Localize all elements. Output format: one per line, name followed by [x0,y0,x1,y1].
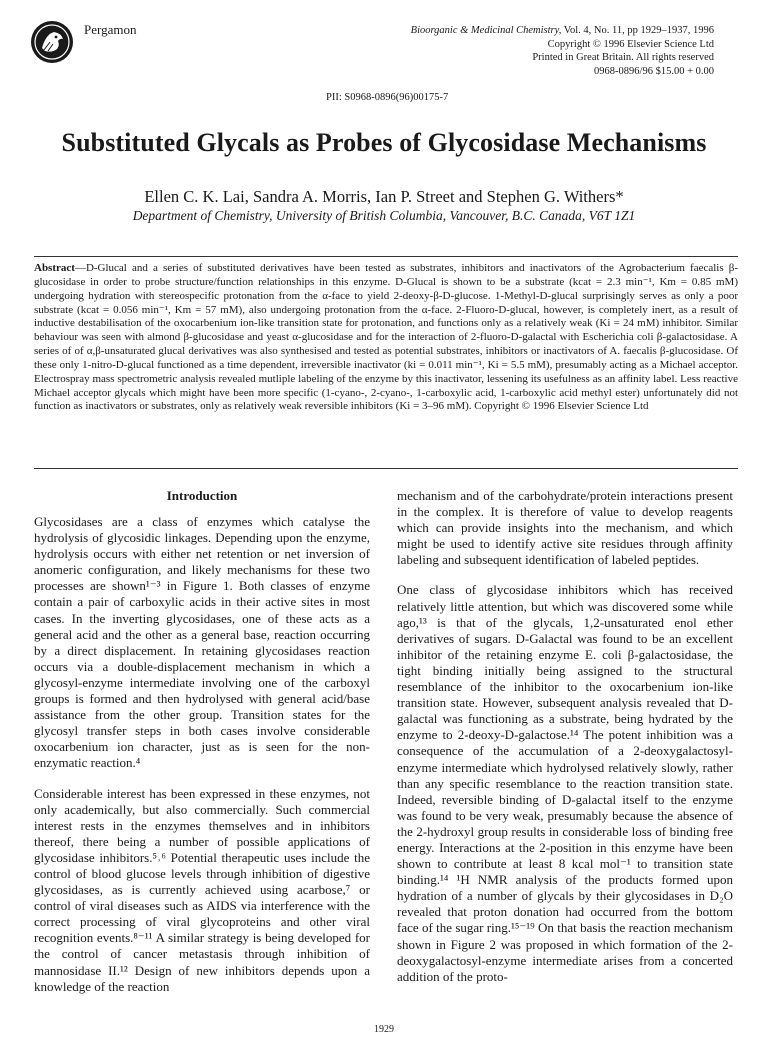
author-list: Ellen C. K. Lai, Sandra A. Morris, Ian P. Street and Stephen G. Withers* [144,187,624,206]
page-number: 1929 [374,1024,394,1035]
abstract-label: Abstract [34,262,75,274]
left-column [34,488,370,1009]
body-paragraph: One class of glycosidase inhibitors which has received relatively little attention, but which was discovered some while ago,¹³ is that of the glycals, 1,2-unsaturated enol ether derivatives of sugars. D-Galactal was found to be an excellent inhibitor of the retaining enzyme E. coli β-galactosidase, the tight binding initially being assigned to the structural resemblance of the inhibitor to the oxocarbenium ion-like transition state. However, subsequent analysis revealed that D-galactal was functioning as a substrate, being hydrated by the enzyme to 2-deoxy-D-galactose.¹⁴ The potent inhibition was a consequence of the accumulation of a 2-deoxygalactosyl-enzyme intermediate which hydrolysed relatively slowly, rather than any specific resemblance to the reaction transition state. Indeed, reversible binding of D-galactal itself to the enzyme was found to be very weak, presumably because the absence of the 2-hydroxyl group results in considerable loss of binding free energy. Interactions at the 2-position in this enzyme have been shown to contribute at least 8 kcal mol⁻¹ to transition state binding.¹⁴ ¹H NMR analysis of the products formed upon hydration of a number of glycals by their glycosidases in D₂O revealed that proton donation had occurred from the bottom face of the sugar ring.¹⁵⁻¹⁹ On that basis the reaction mechanism shown in Figure 2 was proposed in which formation of the 2-deoxygalactosyl-enzyme intermediate arises from a concerted addition of the proto- [397,582,733,984]
journal-citation [334,24,714,38]
body-paragraph: mechanism and of the carbohydrate/protein interactions present in the complex. It is therefore of value to develop reagents which can provide insights into the mechanism, and which might be used to identify active site residues through affinity labeling and subsequent identification of labeled peptides. [397,488,733,568]
price-line: 0968-0896/96 $15.00 + 0.00 [594,65,714,77]
pergamon-logo-icon [30,20,74,64]
pii-code: PII: S0968-0896(96)00175-7 [326,92,449,103]
abstract-block [34,262,738,414]
author-affiliation: Department of Chemistry, University of British Columbia, Vancouver, B.C. Canada, V6T 1Z1 [132,208,636,223]
journal-name: Bioorganic & Medicinal Chemistry, [410,25,562,36]
publisher-name: Pergamon [84,22,137,37]
abstract-top-rule [34,256,738,257]
body-paragraph: Glycosidases are a class of enzymes which catalyse the hydrolysis of glycosidic linkages. Depending upon the enzyme, hydrolysis occurs with either net retention or net inversion of anomeric configuration, and likely mechanisms for these two processes are shown¹⁻³ in Figure 1. Both classes of enzyme contain a pair of carboxylic acids in their active sites in most cases. In the inverting glycosidases, one of these acts as a general acid and the other as a general base, reaction occurring by a direct displacement. In retaining glycosidases reaction occurs via a double-displacement mechanism in which a glycosyl-enzyme intermediate involving one of the carboxyl groups is formed and then hydrolysed with general acid/base assistance from the other group. Transition states for the glycosyl transfer steps in both cases involve considerable oxocarbenium ion character, just as is seen for the non-enzymatic reaction.⁴ [34,514,370,771]
abstract-text: —D-Glucal and a series of substituted derivatives have been tested as substrates, inhibitors and inactivators of the Agrobacterium faecalis β-glucosidase in order to probe structure/function relationships in this enzyme. D-Glucal is shown to be a substrate (kcat = 2.3 min⁻¹, Km = 0.85 mM) undergoing hydration with stereospecific protonation from the α-face to yield 2-deoxy-β-D-glucose. 1-Methyl-D-glucal surprisingly serves as only a poor substrate (kcat = 0.056 min⁻¹, Km = 57 mM), also undergoing protonation from the α-face. 2-Fluoro-D-glucal, however, is completely inert, as a result of inductive destabilisation of the oxocarbenium ion-like transition state for protonation, and functions only as a relatively weak (Ki = 24 mM) inhibitor. Similar behaviour was seen with almond β-glucosidase and yeast α-glucosidase and for the interaction of 2-fluoro-D-galactal with Escherichia coli β-galactosidase. A series of of α,β-unsaturated glucal derivatives was also synthesised and tested as potential substrates, inhibitors or inactivators of A. faecalis β-glucosidase. Of these only 1-nitro-D-glucal functioned as a time dependent, irreversible inactivator (ki = 0.011 min⁻¹, Ki = 5.5 mM), presumably acting as a Michael acceptor. Electrospray mass spectrometric analysis revealed mutliple labeling of the enzyme by this inactivator, lessening its usefulness as an affinity label. Less reactive Michael acceptor glycals which might have been more specific (1-cyano-, 2-cyano-, 1-carboxylic acid, 1-carboxylic acid methyl ester) unfortunately did not function as inactivators or substrates, only as relatively weak reversible inhibitors (Ki = 3–96 mM). Copyright © 1996 Elsevier Science Ltd [34,262,738,413]
journal-issue: Vol. 4, No. 11, pp 1929–1937, 1996 [561,25,714,36]
right-column [397,488,733,999]
article-title: Substituted Glycals as Probes of Glycosidase Mechanisms [61,128,707,157]
journal-info [334,24,714,78]
abstract-paragraph [34,262,738,414]
introduction-heading: Introduction [166,488,238,503]
body-paragraph: Considerable interest has been expressed in these enzymes, not only academically, but also commercially. Such commercial interest rests in the enzymes themselves and in inhibitors thereof, there being a number of possible applications of glycosidase inhibitors.⁵˒⁶ Potential therapeutic uses include the control of blood glucose levels through inhibition of digestive glycosidases, as is currently achieved using acarbose,⁷ or control of viral diseases such as AIDS via interference with the correct processing of viral glycoproteins and other viral recognition events.⁸⁻¹¹ A similar strategy is being developed for the control of cancer metastasis through inhibition of mannosidase II.¹² Design of new inhibitors depends upon a knowledge of the reaction [34,785,370,994]
copyright-line: Copyright © 1996 Elsevier Science Ltd [547,38,714,50]
abstract-bottom-rule [34,468,738,469]
printed-line: Printed in Great Britain. All rights reserved [532,52,714,63]
